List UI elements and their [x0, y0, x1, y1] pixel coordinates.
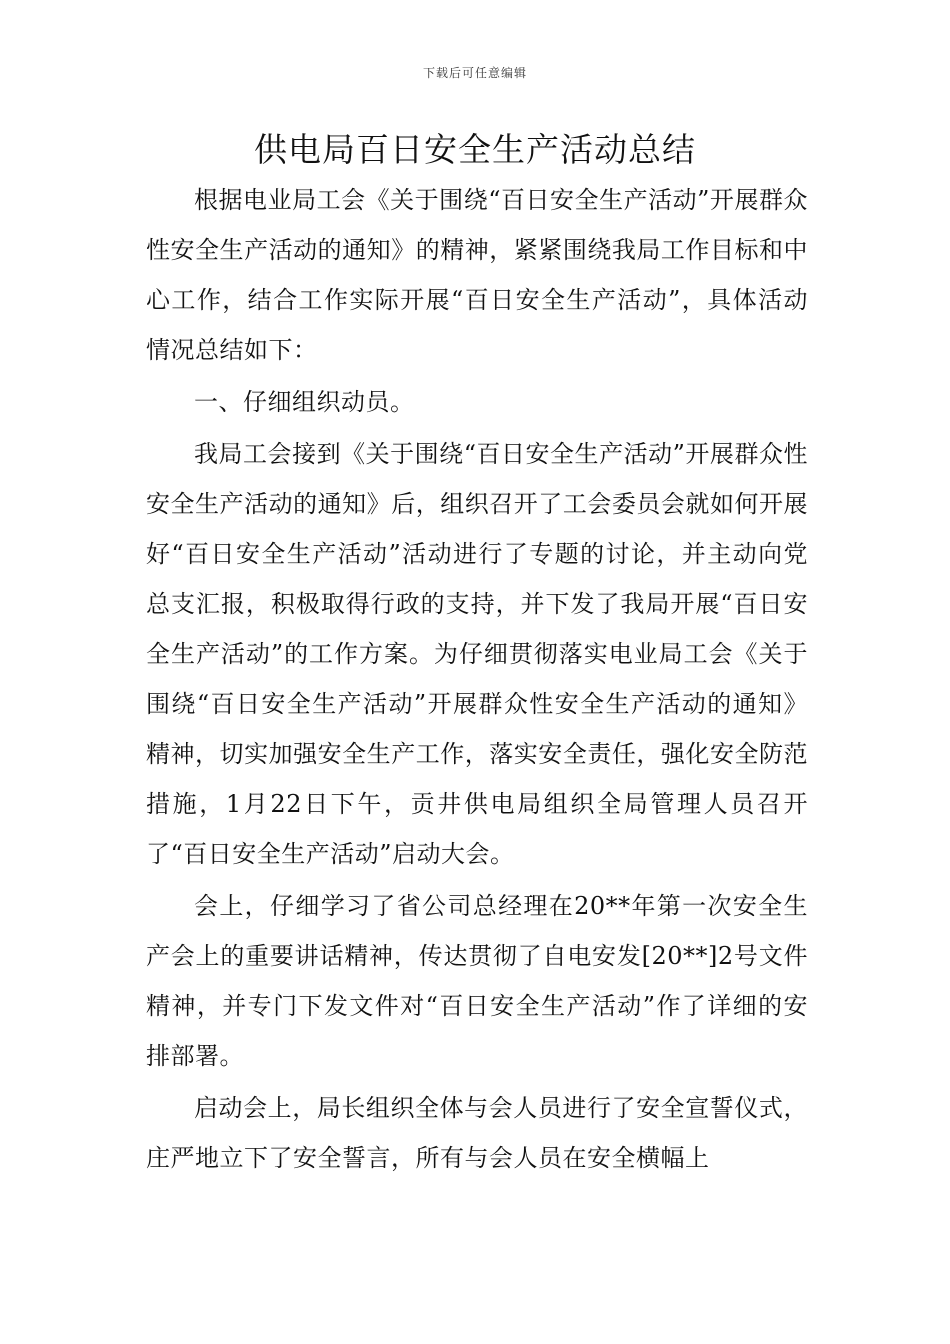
- section-heading-1: 一、仔细组织动员。: [194, 388, 415, 416]
- document-title: 供电局百日安全生产活动总结: [254, 130, 696, 169]
- paragraph-organization: 我局工会接到《关于围绕“百日安全生产活动”开展群众性安全生产活动的通知》后，组织召开了工会委员会就如何开展好“百日安全生产活动”活动进行了专题的讨论，并主动向党总支汇报，积极取得行政的支持，并下发了我局开展“百日安全生产活动”的工作方案。为仔细贯彻落实电业局工会《关于围绕“百日安全生产活动”开展群众性安全生产活动的通知》精神，切实加强安全生产工作，落实安全责任，强化安全防范措施，1月22日下午，贡井供电局组织全局管理人员召开了“百日安全生产活动”启动大会。: [146, 440, 808, 868]
- paragraph-meeting: 会上，仔细学习了省公司总经理在20**年第一次安全生产会上的重要讲话精神，传达贯彻了自电安发[20**]2号文件精神，并专门下发文件对“百日安全生产活动”作了详细的安排部署。: [146, 892, 808, 1070]
- page-header-note: 下载后可任意编辑: [422, 66, 527, 80]
- document-body: [146, 175, 808, 1183]
- paragraph-intro: 根据电业局工会《关于围绕“百日安全生产活动”开展群众性安全生产活动的通知》的精神，紧紧围绕我局工作目标和中心工作，结合工作实际开展“百日安全生产活动”，具体活动情况总结如下：: [146, 186, 808, 364]
- paragraph-oath: 启动会上，局长组织全体与会人员进行了安全宣誓仪式，庄严地立下了安全誓言，所有与会人员在安全横幅上: [146, 1094, 808, 1172]
